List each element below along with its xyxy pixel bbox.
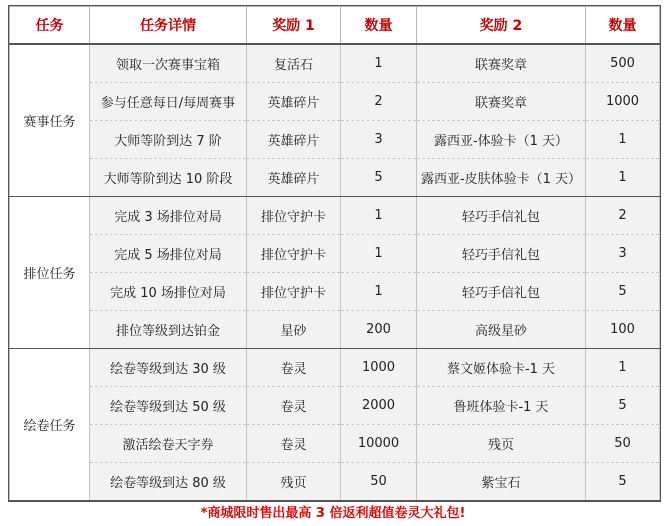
quantity-2-cell: 2 [586, 197, 660, 235]
table-header [10, 7, 660, 45]
reward-1-cell: 英雄碎片 [247, 121, 341, 159]
task-rewards-table [9, 6, 660, 501]
task-detail-cell: 大师等阶到达 7 阶 [90, 121, 247, 159]
table-row [10, 425, 660, 463]
table-row [10, 349, 660, 387]
quantity-2-cell: 5 [586, 387, 660, 425]
quantity-1-cell: 50 [341, 463, 417, 501]
header-reward-1: 奖励 1 [247, 7, 341, 45]
category-ranked-tasks: 排位任务 [10, 197, 90, 349]
category-scroll-tasks: 绘卷任务 [10, 349, 90, 501]
quantity-1-cell: 5 [341, 159, 417, 197]
quantity-1-cell: 2000 [341, 387, 417, 425]
reward-2-cell: 高级星砂 [417, 311, 586, 349]
reward-1-cell: 排位守护卡 [247, 273, 341, 311]
reward-2-cell: 轻巧手信礼包 [417, 235, 586, 273]
table-row [10, 197, 660, 235]
reward-2-cell: 残页 [417, 425, 586, 463]
quantity-1-cell: 1000 [341, 349, 417, 387]
table-row [10, 83, 660, 121]
task-detail-cell: 领取一次赛事宝箱 [90, 44, 247, 83]
table-row [10, 235, 660, 273]
table-row [10, 387, 660, 425]
quantity-1-cell: 3 [341, 121, 417, 159]
reward-1-cell: 排位守护卡 [247, 235, 341, 273]
reward-1-cell: 卷灵 [247, 425, 341, 463]
quantity-1-cell: 200 [341, 311, 417, 349]
task-detail-cell: 参与任意每日/每周赛事 [90, 83, 247, 121]
reward-1-cell: 卷灵 [247, 349, 341, 387]
quantity-1-cell: 1 [341, 44, 417, 83]
reward-1-cell: 残页 [247, 463, 341, 501]
reward-2-cell: 紫宝石 [417, 463, 586, 501]
header-quantity-1: 数量 [341, 7, 417, 45]
quantity-1-cell: 10000 [341, 425, 417, 463]
task-detail-cell: 大师等阶到达 10 阶段 [90, 159, 247, 197]
reward-1-cell: 复活石 [247, 44, 341, 83]
header-quantity-2: 数量 [586, 7, 660, 45]
quantity-2-cell: 5 [586, 273, 660, 311]
reward-1-cell: 卷灵 [247, 387, 341, 425]
table-row [10, 44, 660, 83]
reward-2-cell: 鲁班体验卡-1 天 [417, 387, 586, 425]
quantity-1-cell: 1 [341, 197, 417, 235]
quantity-2-cell: 50 [586, 425, 660, 463]
reward-2-cell: 联赛奖章 [417, 83, 586, 121]
quantity-1-cell: 1 [341, 235, 417, 273]
quantity-2-cell: 1 [586, 121, 660, 159]
reward-1-cell: 排位守护卡 [247, 197, 341, 235]
reward-1-cell: 英雄碎片 [247, 159, 341, 197]
quantity-2-cell: 1 [586, 349, 660, 387]
quantity-2-cell: 3 [586, 235, 660, 273]
task-detail-cell: 激活绘卷天字券 [90, 425, 247, 463]
header-task: 任务 [10, 7, 90, 45]
reward-2-cell: 联赛奖章 [417, 44, 586, 83]
task-detail-cell: 完成 10 场排位对局 [90, 273, 247, 311]
header-row [10, 7, 660, 45]
table-row [10, 273, 660, 311]
quantity-2-cell: 1 [586, 159, 660, 197]
task-detail-cell: 绘卷等级到达 30 级 [90, 349, 247, 387]
quantity-2-cell: 100 [586, 311, 660, 349]
table-body [10, 44, 660, 501]
reward-2-cell: 露西亚-体验卡（1 天） [417, 121, 586, 159]
table-row [10, 121, 660, 159]
promo-footer-note: *商城限时售出最高 3 倍返利超值卷灵大礼包! [200, 506, 466, 521]
task-detail-cell: 排位等级到达铂金 [90, 311, 247, 349]
header-task-detail: 任务详情 [90, 7, 247, 45]
reward-1-cell: 星砂 [247, 311, 341, 349]
reward-2-cell: 轻巧手信礼包 [417, 197, 586, 235]
quantity-1-cell: 2 [341, 83, 417, 121]
task-detail-cell: 绘卷等级到达 50 级 [90, 387, 247, 425]
quantity-2-cell: 500 [586, 44, 660, 83]
quantity-2-cell: 5 [586, 463, 660, 501]
reward-2-cell: 露西亚-皮肤体验卡（1 天） [417, 159, 586, 197]
task-detail-cell: 完成 5 场排位对局 [90, 235, 247, 273]
table-row [10, 463, 660, 501]
reward-1-cell: 英雄碎片 [247, 83, 341, 121]
task-detail-cell: 绘卷等级到达 80 级 [90, 463, 247, 501]
table-row [10, 159, 660, 197]
reward-2-cell: 蔡文姬体验卡-1 天 [417, 349, 586, 387]
reward-2-cell: 轻巧手信礼包 [417, 273, 586, 311]
quantity-2-cell: 1000 [586, 83, 660, 121]
category-event-tasks: 赛事任务 [10, 44, 90, 197]
task-detail-cell: 完成 3 场排位对局 [90, 197, 247, 235]
quantity-1-cell: 1 [341, 273, 417, 311]
header-reward-2: 奖励 2 [417, 7, 586, 45]
table-row [10, 311, 660, 349]
